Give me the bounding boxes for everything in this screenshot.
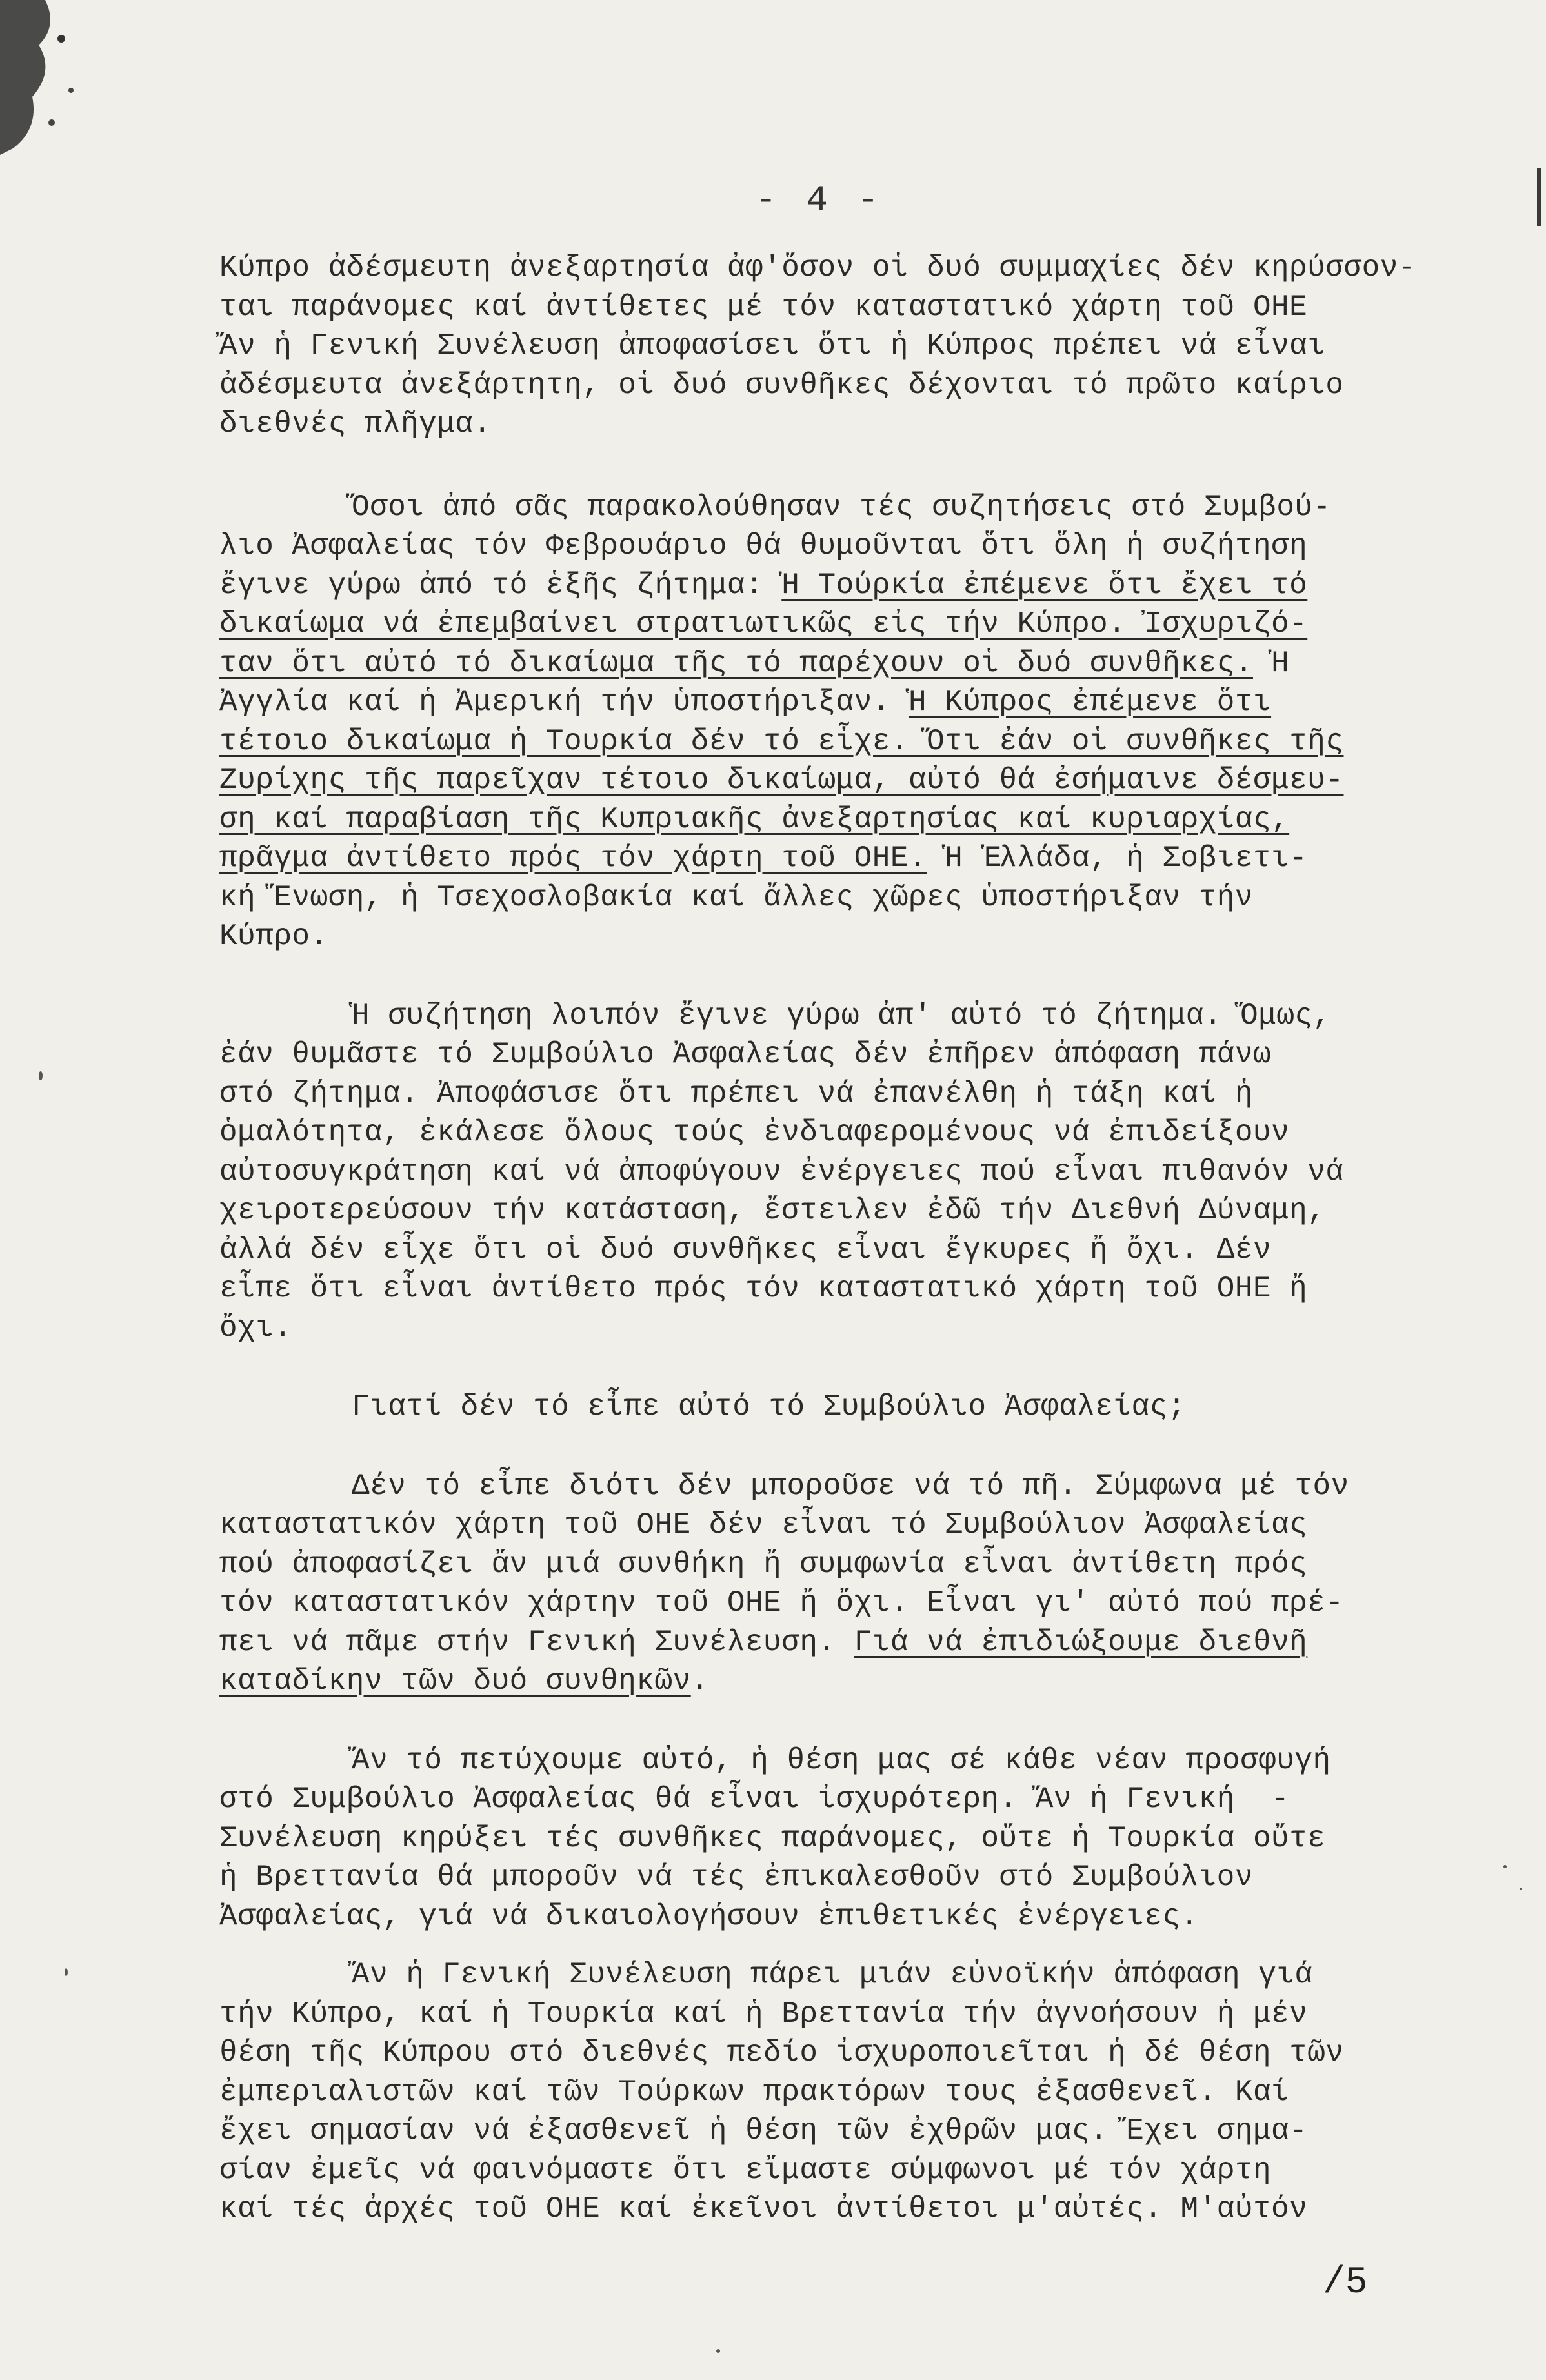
line-text: Ἄν ἡ Γενική Συνέλευση ἀποφασίσει ὅτι ἡ Κύπρος πρέπει νά εἶναι	[219, 329, 1326, 363]
line-text-after: Ἡ Ἑλλάδα, ἡ Σοβιετι-	[927, 842, 1308, 875]
underlined-text: ταν ὅτι αὐτό τό δικαίωμα τῆς τό παρέχουν οἱ δυό συνθῆκες.	[219, 646, 1253, 680]
text-line	[219, 878, 1497, 918]
line-text: Γιατί δέν τό εἶπε αὐτό τό Συμβούλιο Ἀσφαλείας;	[352, 1390, 1186, 1424]
line-text: Συνέλευση κηρύξει τές συνθῆκες παράνομες, οὔτε ἡ Τουρκία οὔτε	[219, 1821, 1326, 1855]
text-line	[219, 327, 1497, 366]
text-line	[219, 1113, 1497, 1153]
text-line	[219, 405, 1497, 444]
underlined-text: Ἡ Τούρκία ἐπέμενε ὅτι ἔχει τό	[781, 568, 1308, 602]
text-line	[219, 1269, 1497, 1309]
paragraph-gap	[219, 1427, 1497, 1467]
line-text: στό ζήτημα. Ἀποφάσισε ὅτι πρέπει νά ἐπανέλθη ἡ τάξη καί ἡ	[219, 1076, 1253, 1111]
line-text: πού ἀποφασίζει ἄν μιά συνθήκη ἤ συμφωνία εἶναι ἀντίθετη πρός	[219, 1547, 1308, 1581]
line-text: Ἀγγλία καί ἡ Ἀμερική τήν ὑποστήριξαν.	[219, 685, 909, 719]
scan-speck	[716, 2349, 720, 2353]
text-line	[219, 1584, 1497, 1623]
text-line	[219, 996, 1497, 1036]
line-text: Δέν τό εἶπε διότι δέν μποροῦσε νά τό πῆ. Σύμφωνα μέ τόν	[352, 1469, 1349, 1503]
line-text: Κύπρο.	[219, 920, 328, 953]
text-line	[219, 839, 1497, 878]
line-text: Ὅσοι ἀπό σᾶς παρακολούθησαν τές συζητήσεις στό Συμβού-	[352, 490, 1331, 524]
text-line	[219, 2033, 1497, 2073]
text-line	[219, 1545, 1497, 1584]
underlined-text: Γιά νά ἐπιδιώξουμε διεθνῆ	[854, 1625, 1308, 1659]
line-text: διεθνές πλῆγμα.	[219, 407, 492, 441]
text-line	[219, 366, 1497, 405]
line-text: λιο Ἀσφαλείας τόν Φεβρουάριο θά θυμοῦνται ὅτι ὅλη ἡ συζήτηση	[219, 529, 1308, 563]
text-line	[219, 1231, 1497, 1270]
line-text: Ἡ συζήτηση λοιπόν ἔγινε γύρω ἀπ' αὐτό τό ζήτημα. Ὅμως,	[352, 998, 1331, 1033]
scan-speck	[1503, 1865, 1507, 1868]
text-line	[219, 1035, 1497, 1074]
text-line	[219, 288, 1497, 327]
line-text: ὄχι.	[219, 1311, 292, 1345]
line-text: χειροτερεύσουν τήν κατάσταση, ἔστειλεν ἐδῶ τήν Διεθνή Δύναμη,	[219, 1194, 1326, 1227]
line-text: ὁμαλότητα, ἐκάλεσε ὅλους τούς ἐνδιαφερομένους νά ἐπιδείξουν	[219, 1116, 1290, 1149]
paragraph	[219, 248, 1497, 444]
line-text: εἶπε ὅτι εἶναι ἀντίθετο πρός τόν καταστατικό χάρτη τοῦ ΟΗΕ ἤ	[219, 1272, 1308, 1306]
line-text: τήν Κύπρο, καί ἡ Τουρκία καί ἡ Βρεττανία τήν ἀγνοήσουν ἡ μέν	[219, 1997, 1308, 2031]
line-text-after: Ἡ	[1252, 646, 1290, 680]
line-text: στό Συμβούλιο Ἀσφαλείας θά εἶναι ἰσχυρότερη. Ἄν ἡ Γενική -	[219, 1782, 1290, 1816]
underlined-text: ση καί παραβίαση τῆς Κυπριακῆς ἀνεξαρτησίας καί κυριαρχίας,	[219, 802, 1290, 836]
line-text: ἔγινε γύρω ἀπό τό ἑξῆς ζήτημα:	[219, 568, 782, 602]
line-text: Ἄν ἡ Γενική Συνέλευση πάρει μιάν εὐνοϊκήν ἀπόφαση γιά	[352, 1958, 1313, 1992]
underlined-text: δικαίωμα νά ἐπεμβαίνει στρατιωτικῶς εἰς τήν Κύπρο. Ἰσχυριζό-	[219, 607, 1308, 641]
text-line	[219, 917, 1497, 956]
text-line	[219, 1780, 1497, 1819]
line-text: Ἀσφαλείας, γιά νά δικαιολογήσουν ἐπιθετικές ἐνέργειες.	[219, 1899, 1199, 1933]
paragraph	[219, 488, 1497, 956]
line-text: πει νά πᾶμε στήν Γενική Συνέλευση.	[219, 1625, 854, 1659]
line-text: αὐτοσυγκράτηση καί νά ἀποφύγουν ἐνέργειες πού εἶναι πιθανόν νά	[219, 1155, 1344, 1189]
text-line	[219, 1858, 1497, 1897]
line-text: ἔχει σημασίαν νά ἐξασθενεῖ ἡ θέση τῶν ἐχθρῶν μας. Ἔχει σημα-	[219, 2114, 1308, 2148]
paragraph-gap	[219, 1701, 1497, 1741]
underlined-text: καταδίκην τῶν δυό συνθηκῶν	[219, 1664, 691, 1698]
line-text: ἀλλά δέν εἶχε ὅτι οἱ δυό συνθῆκες εἶναι ἔγκυρες ἤ ὄχι. Δέν	[219, 1233, 1272, 1267]
underlined-text: τέτοιο δικαίωμα ἡ Τουρκία δέν τό εἶχε. Ὅτι ἐάν οἱ συνθῆκες τῆς	[219, 724, 1344, 758]
underlined-text: Ἡ Κύπρος ἐπέμενε ὅτι	[908, 685, 1272, 719]
page-number: - 4 -	[755, 179, 883, 221]
continuation-mark: /5	[1323, 2262, 1368, 2304]
paragraph-gap	[219, 1347, 1497, 1387]
scan-speck	[65, 1968, 68, 1976]
text-line	[219, 2151, 1497, 2190]
text-line	[219, 800, 1497, 840]
line-text: σίαν ἐμεῖς νά φαινόμαστε ὅτι εἴμαστε σύμφωνοι μέ τόν χάρτη	[219, 2153, 1272, 2187]
line-text: ἀδέσμευτα ἀνεξάρτητη, οἱ δυό συνθῆκες δέχονται τό πρῶτο καίριο	[219, 368, 1344, 402]
text-line	[219, 1387, 1497, 1427]
text-line	[219, 761, 1497, 800]
text-line	[219, 2190, 1497, 2229]
paragraph-gap	[219, 444, 1497, 488]
text-line	[219, 1662, 1497, 1701]
text-line	[219, 1153, 1497, 1192]
text-line	[219, 1506, 1497, 1545]
line-text: καί τές ἀρχές τοῦ ΟΗΕ καί ἐκεῖνοι ἀντίθετοι μ'αὐτές. Μ'αὐτόν	[219, 2192, 1308, 2226]
text-line	[219, 1897, 1497, 1937]
line-text: ἡ Βρεττανία θά μποροῦν νά τές ἐπικαλεσθοῦν στό Συμβούλιον	[219, 1861, 1253, 1894]
scan-speck	[39, 1071, 43, 1080]
text-line	[219, 683, 1497, 722]
text-line	[219, 1623, 1497, 1662]
text-line	[219, 248, 1497, 288]
paragraph-gap	[219, 956, 1497, 996]
text-line	[219, 488, 1497, 527]
paragraph	[219, 996, 1497, 1348]
scan-speck	[1520, 1888, 1522, 1890]
line-text: τόν καταστατικόν χάρτην τοῦ ΟΗΕ ἤ ὄχι. Εἶναι γι' αὐτό πού πρέ-	[219, 1586, 1344, 1620]
text-line	[219, 2073, 1497, 2112]
paragraph	[219, 1467, 1497, 1701]
paragraph	[219, 1955, 1497, 2229]
underlined-text: Ζυρίχης τῆς παρεῖχαν τέτοιο δικαίωμα, αὐτό θά ἐσήμαινε δέσμευ-	[219, 763, 1344, 797]
text-line	[219, 605, 1497, 644]
text-line	[219, 1074, 1497, 1114]
text-line	[219, 1467, 1497, 1506]
paragraph	[219, 1741, 1497, 1937]
line-text: Ἄν τό πετύχουμε αὐτό, ἡ θέση μας σέ κάθε νέαν προσφυγή	[352, 1743, 1331, 1777]
text-line	[219, 1309, 1497, 1348]
line-text: κή Ἕνωση, ἡ Τσεχοσλοβακία καί ἄλλες χῶρες ὑποστήριξαν τήν	[219, 880, 1253, 914]
line-text: Κύπρο ἀδέσμευτη ἀνεξαρτησία ἀφ'ὅσον οἱ δυό συμμαχίες δέν κηρύσσον-	[219, 251, 1416, 285]
text-line	[219, 1819, 1497, 1859]
line-text-after: .	[690, 1664, 709, 1698]
text-line	[219, 722, 1497, 761]
text-line	[219, 1741, 1497, 1780]
line-text: ται παράνομες καί ἀντίθετες μέ τόν καταστατικό χάρτη τοῦ ΟΗΕ	[219, 290, 1308, 324]
text-line	[219, 527, 1497, 566]
text-line	[219, 2112, 1497, 2151]
scan-smudge-mark	[0, 0, 97, 155]
underlined-text: πρᾶγμα ἀντίθετο πρός τόν χάρτη τοῦ ΟΗΕ.	[219, 842, 927, 875]
text-line	[219, 1191, 1497, 1231]
paragraph	[219, 1387, 1497, 1427]
text-line	[219, 644, 1497, 683]
line-text: θέση τῆς Κύπρου στό διεθνές πεδίο ἰσχυροποιεῖται ἡ δέ θέση τῶν	[219, 2036, 1344, 2070]
document-body	[219, 248, 1497, 2229]
line-text: ἐάν θυμᾶστε τό Συμβούλιο Ἀσφαλείας δέν ἐπῆρεν ἀπόφαση πάνω	[219, 1038, 1272, 1071]
line-text: ἐμπεριαλιστῶν καί τῶν Τούρκων πρακτόρων τους ἐξασθενεῖ. Καί	[219, 2075, 1290, 2109]
text-line	[219, 1995, 1497, 2034]
text-line	[219, 566, 1497, 605]
line-text: καταστατικόν χάρτη τοῦ ΟΗΕ δέν εἶναι τό Συμβούλιον Ἀσφαλείας	[219, 1508, 1308, 1542]
scan-edge-mark	[1537, 168, 1541, 226]
paragraph-gap	[219, 1936, 1497, 1955]
text-line	[219, 1955, 1497, 1995]
